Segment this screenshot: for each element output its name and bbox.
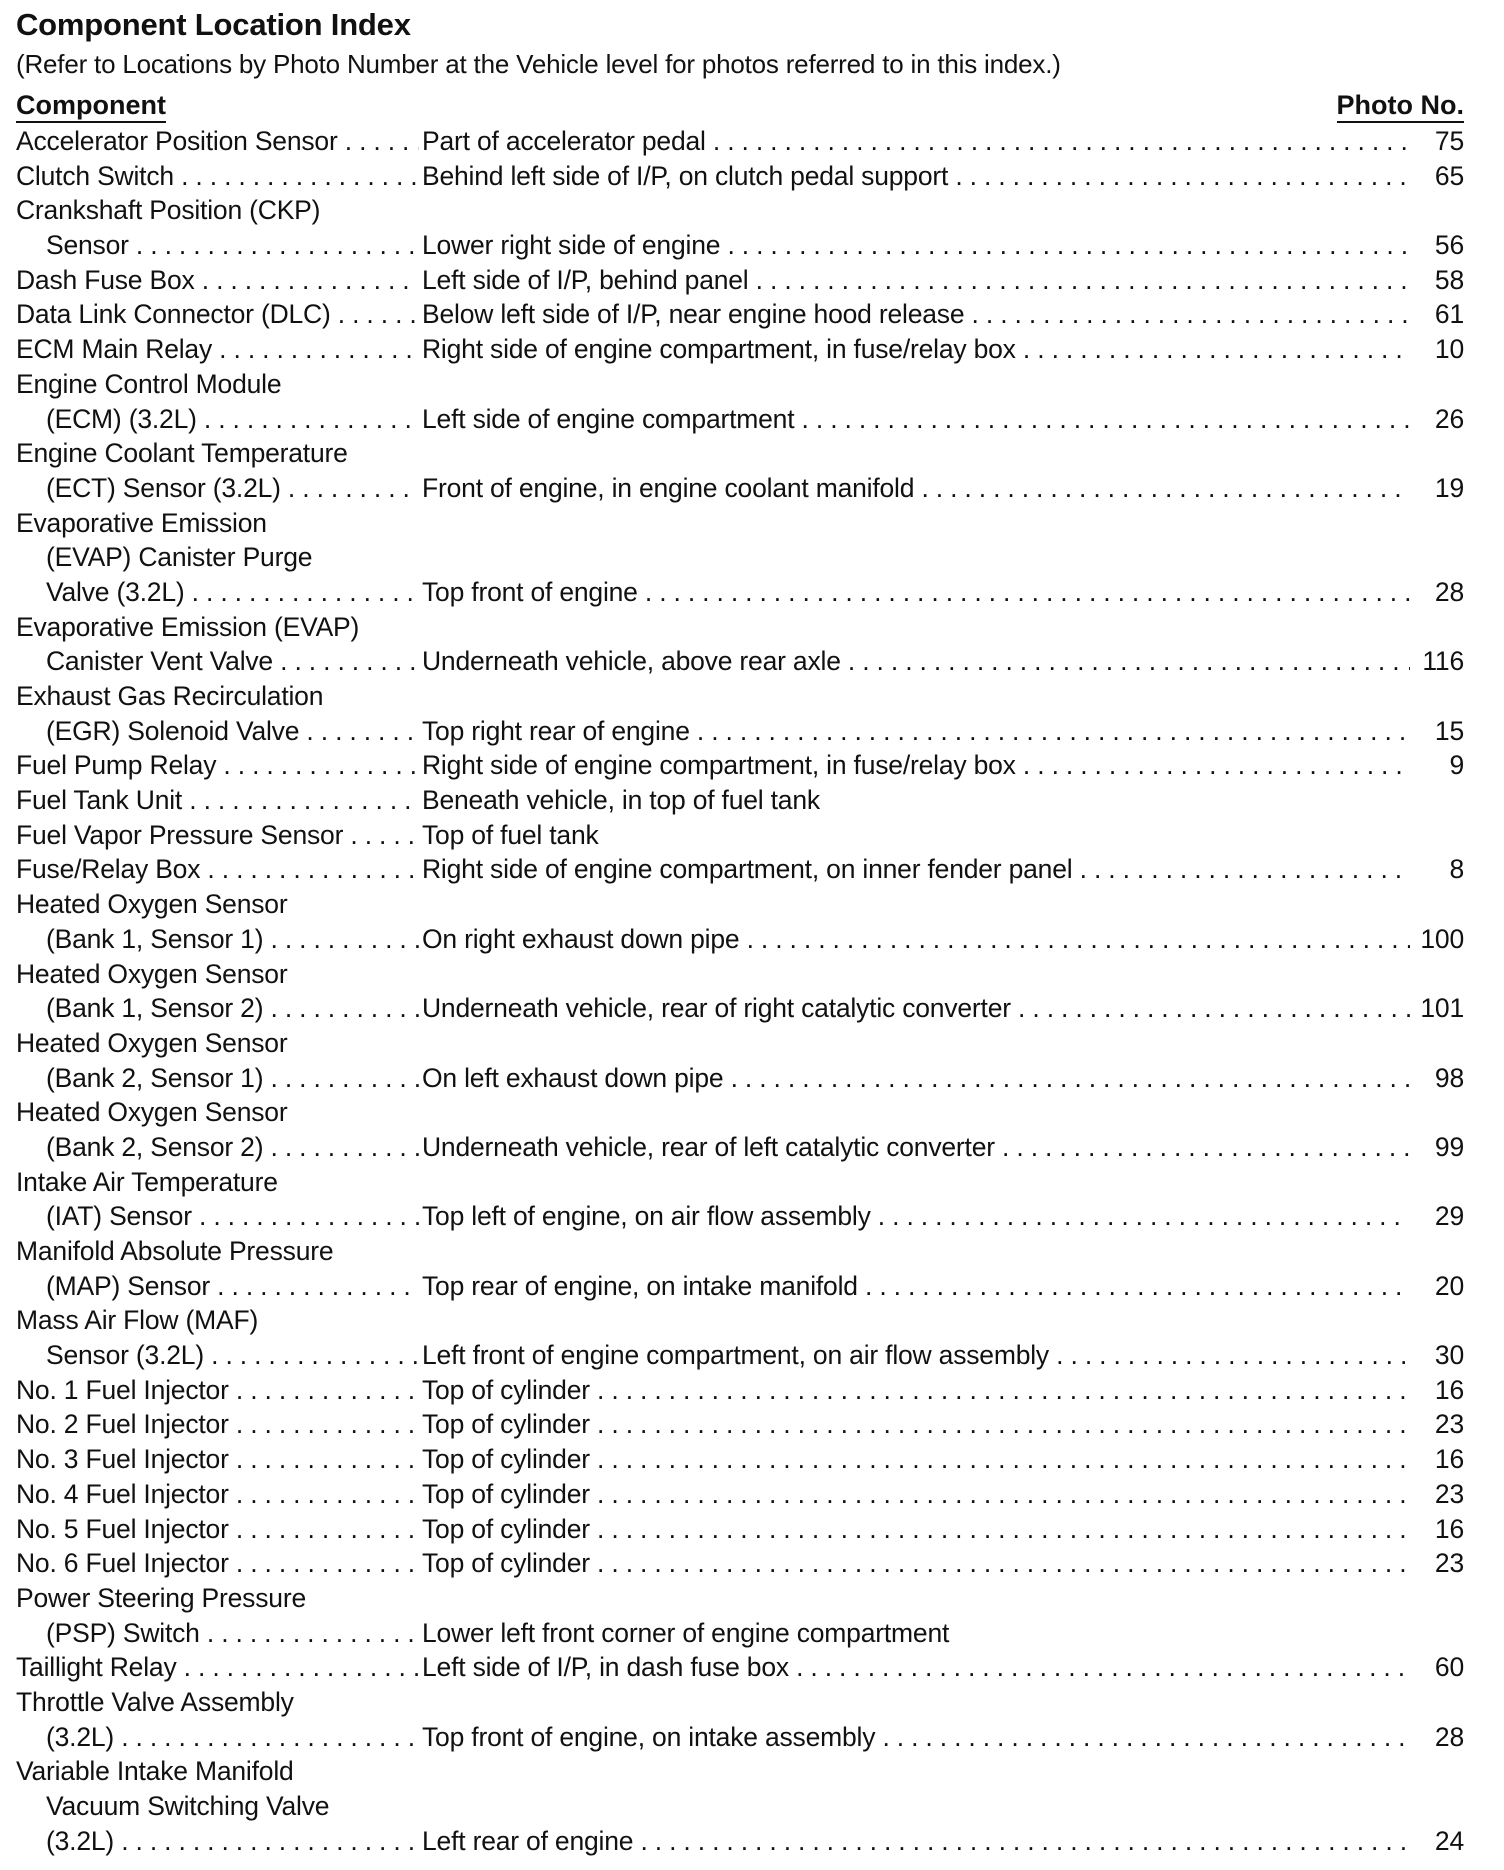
- entry-line: [16, 1650, 1464, 1685]
- photo-number: 28: [1410, 575, 1464, 610]
- component-location: Part of accelerator pedal . . .: [422, 124, 1422, 159]
- component-name: (ECM) (3.2L) . . .: [46, 402, 419, 437]
- list-item: [16, 957, 1464, 1026]
- entry-line: [16, 1442, 1464, 1477]
- component-location: Below left side of I/P, near engine hood release . . .: [422, 297, 1422, 332]
- component-name: Throttle Valve Assembly: [16, 1686, 294, 1717]
- component-name: (PSP) Switch . . .: [46, 1616, 419, 1651]
- component-location: Left rear of engine . . .: [422, 1824, 1422, 1859]
- entry-line: [16, 297, 1464, 332]
- entry-line: [16, 957, 1464, 992]
- component-location: Top of fuel tank: [422, 819, 599, 850]
- list-item: [16, 1234, 1464, 1303]
- entry-line: [16, 818, 1464, 853]
- photo-number: 16: [1410, 1512, 1464, 1547]
- component-name: Heated Oxygen Sensor: [16, 889, 288, 920]
- photo-number: 98: [1410, 1061, 1464, 1096]
- component-location: Top of cylinder . . .: [422, 1373, 1422, 1408]
- component-name: Exhaust Gas Recirculation: [16, 681, 324, 711]
- photo-number: 99: [1410, 1130, 1464, 1165]
- photo-number: 30: [1410, 1338, 1464, 1373]
- component-name: ECM Main Relay . . .: [16, 332, 419, 367]
- component-name: Power Steering Pressure: [16, 1582, 306, 1613]
- photo-number: 10: [1410, 332, 1464, 367]
- entry-line: [16, 679, 1464, 714]
- component-name: Vacuum Switching Valve: [46, 1791, 330, 1821]
- component-name: No. 6 Fuel Injector . . .: [16, 1546, 419, 1581]
- photo-number: 101: [1410, 991, 1464, 1026]
- entry-line: [16, 332, 1464, 367]
- photo-number: 20: [1410, 1269, 1464, 1304]
- component-name: Heated Oxygen Sensor: [16, 958, 288, 989]
- component-name: Sensor . . .: [46, 228, 419, 263]
- component-name: Valve (3.2L) . . .: [46, 575, 419, 610]
- photo-number: 100: [1410, 922, 1464, 957]
- entry-line: [16, 1581, 1464, 1616]
- component-name: Mass Air Flow (MAF): [16, 1305, 259, 1336]
- component-location: Left front of engine compartment, on air flow assembly . . .: [422, 1338, 1422, 1373]
- entry-line: [16, 610, 1464, 645]
- entry-line: [16, 714, 1464, 749]
- list-item: [16, 1026, 1464, 1095]
- component-location: Top of cylinder . . .: [422, 1477, 1422, 1512]
- list-item: [16, 159, 1464, 194]
- component-column-header: Component: [16, 90, 166, 123]
- component-name: (IAT) Sensor . . .: [46, 1199, 419, 1234]
- component-location: Right side of engine compartment, in fuse/relay box . . .: [422, 748, 1422, 783]
- component-location: Top of cylinder . . .: [422, 1407, 1422, 1442]
- photo-number: 26: [1410, 402, 1464, 437]
- entry-line: [16, 402, 1464, 437]
- entry-line: [16, 436, 1464, 471]
- photo-number: 61: [1410, 297, 1464, 332]
- component-location: Right side of engine compartment, on inner fender panel . . .: [422, 852, 1422, 887]
- list-item: [16, 1546, 1464, 1581]
- component-location: Top of cylinder . . .: [422, 1546, 1422, 1581]
- component-name: Taillight Relay . . .: [16, 1650, 419, 1685]
- entry-line: [16, 852, 1464, 887]
- list-item: [16, 1581, 1464, 1650]
- list-item: [16, 1685, 1464, 1754]
- list-item: [16, 367, 1464, 436]
- component-name: (EVAP) Canister Purge: [46, 542, 313, 573]
- component-name: No. 4 Fuel Injector . . .: [16, 1477, 419, 1512]
- entry-line: [16, 367, 1464, 402]
- photo-number: 23: [1410, 1477, 1464, 1512]
- photo-number: 116: [1410, 644, 1464, 679]
- component-name: (ECT) Sensor (3.2L) . . .: [46, 471, 419, 506]
- component-name: Dash Fuse Box . . .: [16, 263, 419, 298]
- entry-line: [16, 1234, 1464, 1269]
- entry-line: [16, 1303, 1464, 1338]
- entry-line: [16, 1512, 1464, 1547]
- entry-line: [16, 1373, 1464, 1408]
- list-item: [16, 783, 1464, 818]
- component-location: On right exhaust down pipe . . .: [422, 922, 1422, 957]
- photo-number: 60: [1410, 1650, 1464, 1685]
- entry-line: [16, 1546, 1464, 1581]
- entry-line: [16, 1199, 1464, 1234]
- entry-line: [16, 887, 1464, 922]
- component-location: Right side of engine compartment, in fuse/relay box . . .: [422, 332, 1422, 367]
- component-name: (Bank 2, Sensor 1) . . .: [46, 1061, 419, 1096]
- photo-number: 58: [1410, 263, 1464, 298]
- list-item: [16, 193, 1464, 262]
- photo-number: 23: [1410, 1407, 1464, 1442]
- entry-line: [16, 748, 1464, 783]
- entry-line: [16, 471, 1464, 506]
- component-name: Evaporative Emission: [16, 507, 267, 538]
- entry-line: [16, 1061, 1464, 1096]
- entry-line: [16, 922, 1464, 957]
- entry-line: [16, 1616, 1464, 1651]
- component-name: Heated Oxygen Sensor: [16, 1097, 288, 1128]
- component-name: Intake Air Temperature: [16, 1166, 278, 1197]
- entry-line: [16, 1165, 1464, 1200]
- list-item: [16, 679, 1464, 748]
- component-name: Fuel Tank Unit . . .: [16, 783, 419, 818]
- entry-line: [16, 228, 1464, 263]
- list-item: [16, 748, 1464, 783]
- entry-line: [16, 1789, 1464, 1824]
- entry-line: [16, 783, 1464, 818]
- entry-line: [16, 991, 1464, 1026]
- list-item: [16, 1165, 1464, 1234]
- entry-line: [16, 1477, 1464, 1512]
- photo-number: 16: [1410, 1442, 1464, 1477]
- entry-line: [16, 1407, 1464, 1442]
- list-item: [16, 1442, 1464, 1477]
- photo-number: 19: [1410, 471, 1464, 506]
- photo-number: 23: [1410, 1546, 1464, 1581]
- component-list: [16, 124, 1464, 1858]
- component-name: (Bank 2, Sensor 2) . . .: [46, 1130, 419, 1165]
- list-item: [16, 124, 1464, 159]
- component-location: Top rear of engine, on intake manifold . . .: [422, 1269, 1422, 1304]
- photo-number: 16: [1410, 1373, 1464, 1408]
- component-name: Accelerator Position Sensor . . .: [16, 124, 419, 159]
- list-item: [16, 332, 1464, 367]
- list-item: [16, 1303, 1464, 1372]
- photo-number-column-header: Photo No.: [1337, 90, 1464, 123]
- component-name: Fuel Vapor Pressure Sensor . . .: [16, 818, 419, 853]
- photo-number: 65: [1410, 159, 1464, 194]
- component-name: Fuse/Relay Box . . .: [16, 852, 419, 887]
- entry-line: [16, 1026, 1464, 1061]
- list-item: [16, 1754, 1464, 1858]
- entry-line: [16, 1269, 1464, 1304]
- component-name: (3.2L) . . .: [46, 1824, 419, 1859]
- entry-line: [16, 1095, 1464, 1130]
- list-item: [16, 1407, 1464, 1442]
- component-location: Underneath vehicle, rear of left catalytic converter . . .: [422, 1130, 1422, 1165]
- component-location: Lower right side of engine . . .: [422, 228, 1422, 263]
- list-item: [16, 1650, 1464, 1685]
- entry-line: [16, 159, 1464, 194]
- component-name: Crankshaft Position (CKP): [16, 195, 321, 226]
- component-name: No. 3 Fuel Injector . . .: [16, 1442, 419, 1477]
- component-location: Left side of engine compartment . . .: [422, 402, 1422, 437]
- component-name: (3.2L) . . .: [46, 1720, 419, 1755]
- list-item: [16, 1095, 1464, 1164]
- component-name: Manifold Absolute Pressure: [16, 1236, 334, 1266]
- list-item: [16, 297, 1464, 332]
- entry-line: [16, 1130, 1464, 1165]
- photo-number: 24: [1410, 1824, 1464, 1859]
- entry-line: [16, 124, 1464, 159]
- list-item: [16, 1477, 1464, 1512]
- photo-number: 75: [1410, 124, 1464, 159]
- photo-number: 56: [1410, 228, 1464, 263]
- component-location: Underneath vehicle, rear of right catalytic converter . . .: [422, 991, 1422, 1026]
- entry-line: [16, 1720, 1464, 1755]
- entry-line: [16, 263, 1464, 298]
- entry-line: [16, 540, 1464, 575]
- photo-number: 8: [1410, 852, 1464, 887]
- component-location: Left side of I/P, behind panel . . .: [422, 263, 1422, 298]
- entry-line: [16, 193, 1464, 228]
- photo-number: 15: [1410, 714, 1464, 749]
- component-name: (Bank 1, Sensor 2) . . .: [46, 991, 419, 1026]
- photo-number: 9: [1410, 748, 1464, 783]
- component-location-index-page: [16, 0, 1464, 1858]
- component-name: No. 2 Fuel Injector . . .: [16, 1407, 419, 1442]
- entry-line: [16, 1338, 1464, 1373]
- list-item: [16, 263, 1464, 298]
- component-name: No. 1 Fuel Injector . . .: [16, 1373, 419, 1408]
- component-name: Clutch Switch . . .: [16, 159, 419, 194]
- component-name: Heated Oxygen Sensor: [16, 1027, 288, 1058]
- component-name: (Bank 1, Sensor 1) . . .: [46, 922, 419, 957]
- component-location: Top of cylinder . . .: [422, 1442, 1422, 1477]
- component-name: Data Link Connector (DLC) . . .: [16, 297, 419, 332]
- component-name: Variable Intake Manifold: [16, 1756, 294, 1787]
- component-location: Left side of I/P, in dash fuse box . . .: [422, 1650, 1422, 1685]
- page-subtitle: (Refer to Locations by Photo Number at the Vehicle level for photos referred to in this index.): [16, 49, 1061, 79]
- list-item: [16, 610, 1464, 679]
- component-location: Underneath vehicle, above rear axle . . .: [422, 644, 1422, 679]
- list-item: [16, 887, 1464, 956]
- component-name: (MAP) Sensor . . .: [46, 1269, 419, 1304]
- component-name: Engine Control Module: [16, 368, 282, 399]
- entry-line: [16, 506, 1464, 541]
- table-header: [16, 84, 1464, 124]
- component-name: Fuel Pump Relay . . .: [16, 748, 419, 783]
- list-item: [16, 506, 1464, 610]
- entry-line: [16, 644, 1464, 679]
- entry-line: [16, 1754, 1464, 1789]
- component-location: Top left of engine, on air flow assembly . . .: [422, 1199, 1422, 1234]
- component-location: Top front of engine . . .: [422, 575, 1422, 610]
- component-location: Top front of engine, on intake assembly . . .: [422, 1720, 1422, 1755]
- list-item: [16, 852, 1464, 887]
- component-location: Top of cylinder . . .: [422, 1512, 1422, 1547]
- component-location: Beneath vehicle, in top of fuel tank: [422, 785, 820, 816]
- component-location: Behind left side of I/P, on clutch pedal support . . .: [422, 159, 1422, 194]
- list-item: [16, 818, 1464, 853]
- component-location: Lower left front corner of engine compartment: [422, 1617, 950, 1648]
- photo-number: 28: [1410, 1720, 1464, 1755]
- component-name: Evaporative Emission (EVAP): [16, 611, 360, 642]
- component-location: Top right rear of engine . . .: [422, 714, 1422, 749]
- list-item: [16, 1373, 1464, 1408]
- component-name: Sensor (3.2L) . . .: [46, 1338, 419, 1373]
- component-location: Front of engine, in engine coolant manifold . . .: [422, 471, 1422, 506]
- entry-line: [16, 1685, 1464, 1720]
- photo-number: 29: [1410, 1199, 1464, 1234]
- entry-line: [16, 1824, 1464, 1859]
- component-name: (EGR) Solenoid Valve . . .: [46, 714, 419, 749]
- list-item: [16, 436, 1464, 505]
- component-location: On left exhaust down pipe . . .: [422, 1061, 1422, 1096]
- page-title: Component Location Index: [16, 7, 411, 42]
- component-name: Canister Vent Valve . . .: [46, 644, 419, 679]
- component-name: No. 5 Fuel Injector . . .: [16, 1512, 419, 1547]
- list-item: [16, 1512, 1464, 1547]
- component-name: Engine Coolant Temperature: [16, 438, 348, 469]
- entry-line: [16, 575, 1464, 610]
